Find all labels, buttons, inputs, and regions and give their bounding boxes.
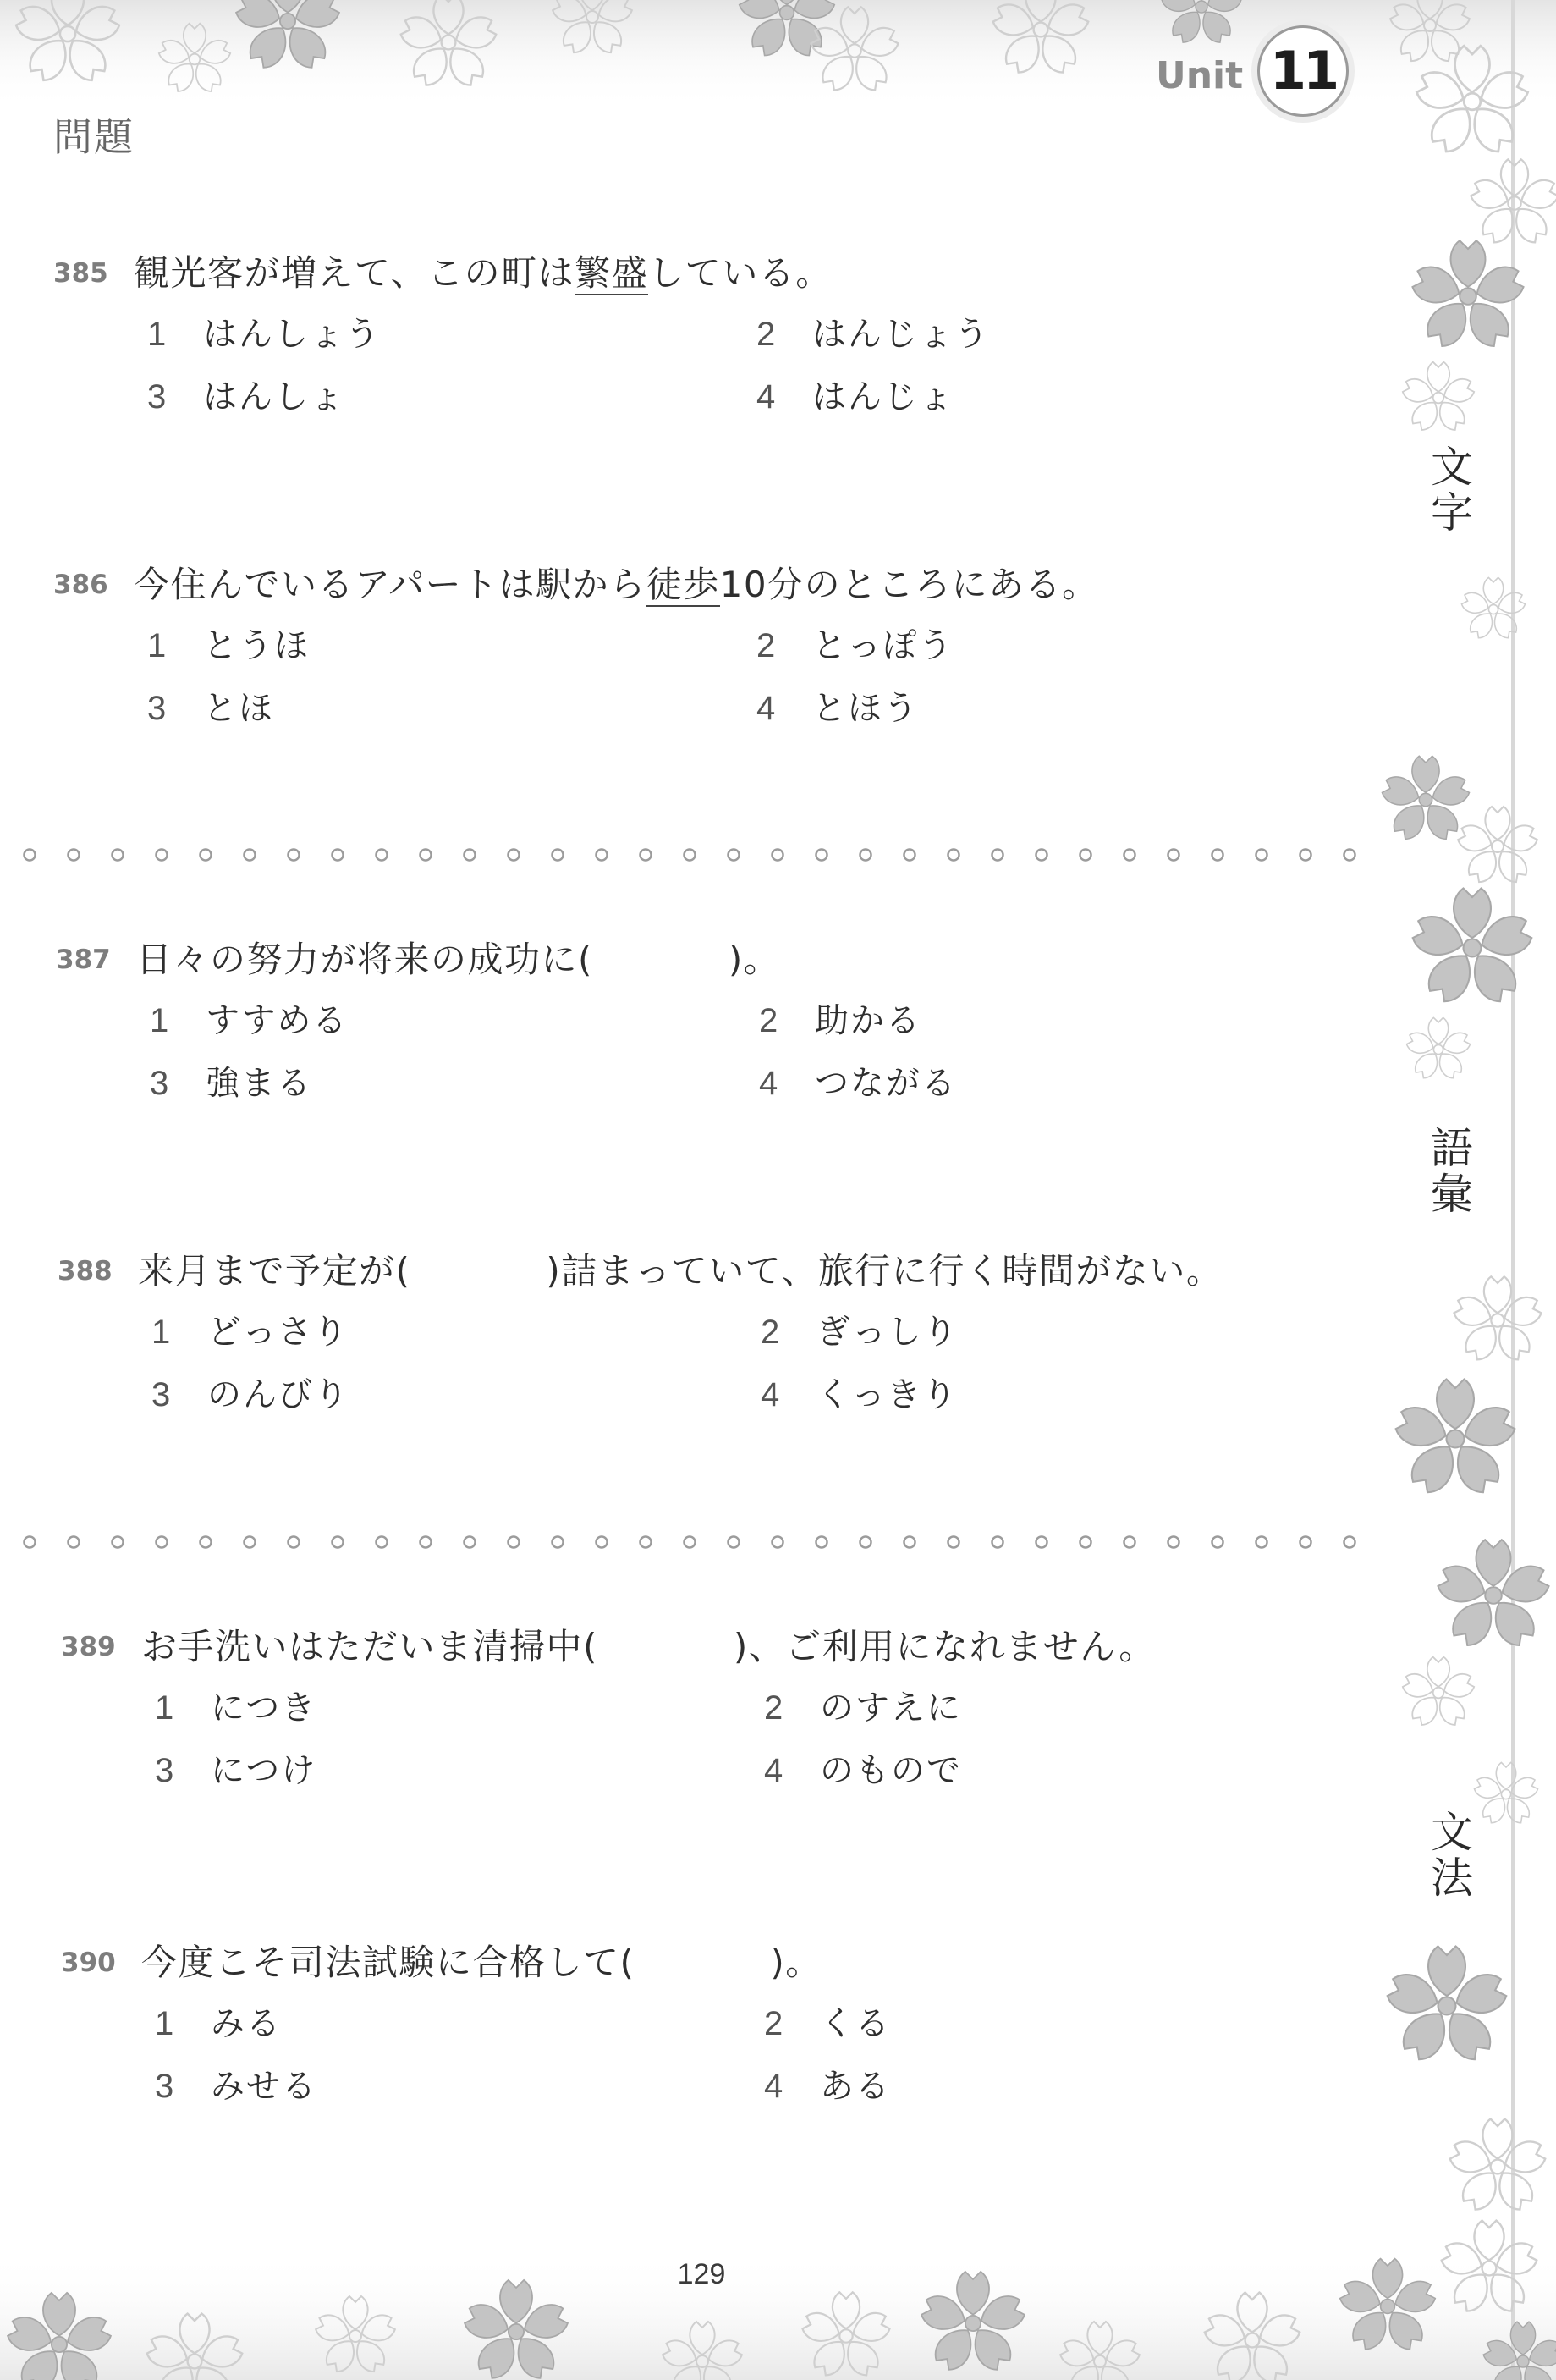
option-2 [764, 1686, 1272, 1730]
option-number: 2 [764, 1689, 783, 1727]
question-text [141, 1625, 1156, 1669]
option-3 [147, 375, 655, 419]
option-1 [150, 999, 657, 1043]
option-3 [147, 686, 655, 730]
option-1 [155, 1686, 663, 1730]
question-text [136, 938, 780, 982]
side-tab-goi: 語彙 [1431, 1124, 1473, 1219]
option-4 [764, 1749, 1272, 1793]
option-3 [155, 1749, 663, 1793]
option-2 [764, 2002, 1272, 2046]
option-number: 2 [756, 316, 776, 353]
option-number: 3 [150, 1065, 169, 1102]
question-text-before: お手洗いはただいま清掃中( [141, 1626, 598, 1667]
option-number: 2 [759, 1002, 778, 1039]
question-text-after: )。 [770, 1942, 822, 1983]
side-tab-bunpou: 文法 [1431, 1808, 1473, 1903]
option-number: 1 [147, 316, 167, 353]
question-text-before: 観光客が増えて、この町は [134, 252, 575, 294]
question-text-after: )、ご利用になれません。 [733, 1626, 1156, 1667]
question-390 [61, 1941, 1381, 2110]
option-text: とっぽう [812, 626, 954, 665]
option-number: 3 [155, 2068, 174, 2105]
question-number: 388 [58, 1256, 113, 1286]
question-number: 389 [61, 1632, 116, 1662]
option-text: とうほ [203, 626, 310, 665]
option-text: みる [211, 2004, 282, 2043]
question-text [134, 563, 1099, 607]
option-4 [761, 1373, 1268, 1417]
section-title: 問題 [53, 114, 135, 160]
option-text: 助かる [815, 1001, 921, 1040]
question-386 [53, 563, 1373, 732]
unit-label: Unit [1156, 54, 1244, 97]
side-tab-moji: 文字 [1431, 443, 1473, 537]
option-number: 3 [147, 378, 167, 416]
option-4 [759, 1061, 1267, 1105]
option-3 [155, 2064, 663, 2108]
question-number: 390 [61, 1948, 116, 1978]
option-text: はんじょう [812, 315, 990, 354]
option-number: 4 [756, 378, 776, 416]
option-number: 1 [147, 627, 167, 664]
option-text: につけ [211, 1751, 317, 1790]
option-number: 4 [756, 690, 776, 727]
option-text: とほ [203, 689, 274, 728]
option-text: ある [820, 2067, 891, 2106]
question-text [134, 251, 833, 295]
question-text-after: )。 [728, 939, 781, 980]
option-number: 4 [761, 1376, 780, 1413]
question-text-after: 10分のところにある。 [719, 564, 1099, 605]
underlined-word: 徒歩 [646, 564, 720, 605]
option-text: はんじょ [812, 377, 954, 416]
option-4 [764, 2064, 1272, 2108]
unit-number-badge [1257, 25, 1349, 117]
option-1 [147, 624, 655, 668]
option-number: 3 [147, 690, 167, 727]
option-number: 3 [155, 1752, 174, 1789]
question-number: 385 [53, 258, 108, 289]
option-text: のすえに [820, 1689, 962, 1727]
unit-number: 11 [1269, 40, 1337, 102]
option-4 [756, 375, 1264, 419]
option-number: 4 [764, 2068, 783, 2105]
question-number: 386 [53, 570, 108, 600]
option-2 [759, 999, 1267, 1043]
option-text: つながる [815, 1064, 957, 1103]
question-text-after: している。 [648, 252, 833, 294]
option-text: ぎっしり [816, 1313, 959, 1352]
option-number: 1 [151, 1314, 171, 1351]
question-385 [53, 251, 1373, 421]
option-number: 1 [150, 1002, 169, 1039]
option-text: すすめる [206, 1001, 349, 1040]
question-text-before: 今度こそ司法試験に合格して( [141, 1942, 635, 1983]
option-text: につき [211, 1689, 317, 1727]
option-text: のんびり [207, 1375, 349, 1414]
option-number: 4 [764, 1752, 783, 1789]
question-text [138, 1249, 1223, 1293]
option-1 [151, 1310, 659, 1354]
option-text: くる [820, 2004, 891, 2043]
option-text: どっさり [207, 1313, 349, 1352]
option-4 [756, 686, 1264, 730]
option-text: みせる [211, 2067, 317, 2106]
option-number: 2 [761, 1314, 780, 1351]
option-text: とほう [812, 689, 919, 728]
option-number: 2 [764, 2005, 783, 2042]
section-divider [8, 847, 1372, 862]
question-388 [58, 1249, 1377, 1419]
option-number: 3 [151, 1376, 171, 1413]
question-text-before: 来月まで予定が( [138, 1250, 411, 1292]
option-3 [150, 1061, 657, 1105]
option-3 [151, 1373, 659, 1417]
option-text: くっきり [816, 1375, 959, 1414]
option-number: 2 [756, 627, 776, 664]
option-text: のもので [820, 1751, 962, 1790]
option-number: 1 [155, 1689, 174, 1727]
option-text: 強まる [206, 1064, 312, 1103]
option-number: 1 [155, 2005, 174, 2042]
underlined-word: 繁盛 [575, 252, 649, 294]
option-1 [147, 312, 655, 356]
section-divider [8, 1534, 1372, 1550]
option-text: はんしょ [203, 377, 345, 416]
option-text: はんしょう [203, 315, 381, 354]
question-387 [56, 938, 1376, 1107]
question-389 [61, 1625, 1381, 1794]
question-text-after: )詰まっていて、旅行に行く時間がない。 [546, 1250, 1223, 1292]
option-2 [756, 624, 1264, 668]
question-number: 387 [56, 945, 111, 975]
option-number: 4 [759, 1065, 778, 1102]
option-2 [761, 1310, 1268, 1354]
option-2 [756, 312, 1264, 356]
page-number: 129 [677, 2258, 726, 2290]
question-text-before: 日々の努力が将来の成功に( [136, 939, 593, 980]
question-text-before: 今住んでいるアパートは駅から [134, 564, 646, 605]
option-1 [155, 2002, 663, 2046]
question-text [141, 1941, 822, 1985]
